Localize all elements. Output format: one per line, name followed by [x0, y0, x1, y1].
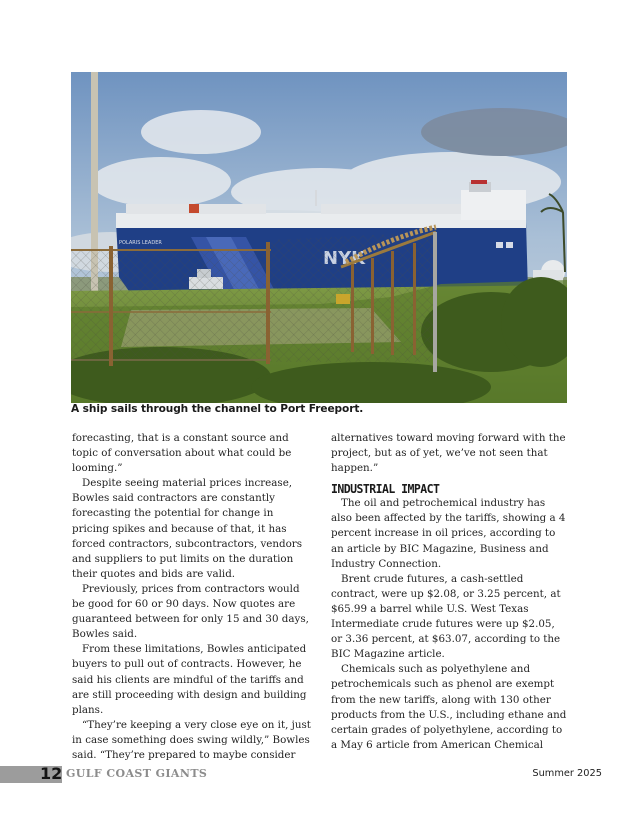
- paragraph: Chemicals such as polyethylene and petrochemicals such as phenol are exempt from the new tariffs, along with 130 other products from the U.S., including ethane and certain grades of polyethylene, according to a May 6 article from American Chemical: [331, 663, 567, 751]
- paragraph: “They’re keeping a very close eye on it, just in case something does swing wildly,” Bowles said. “They’re prepared to maybe consider: [72, 718, 311, 761]
- paragraph: Previously, prices from contractors would be good for 60 or 90 days. Now quotes are guaranteed between for only 15 and 30 days, Bowles said.: [72, 582, 309, 641]
- article-left-column: [72, 431, 312, 763]
- article-right-column: [331, 431, 567, 753]
- section-heading: INDUSTRIAL IMPACT: [331, 481, 440, 497]
- paragraph: forecasting, that is a constant source and topic of conversation about what could be looming.”: [72, 432, 292, 475]
- paragraph: From these limitations, Bowles anticipated buyers to pull out of contracts. However, he said his clients are mindful of the tariffs and are still proceeding with design and building plans.: [72, 643, 307, 716]
- paragraph: alternatives toward moving forward with the project, but as of yet, we’ve not seen that happen.”: [331, 432, 566, 475]
- magazine-title: GULF COAST GIANTS: [66, 767, 208, 780]
- hull-name: POLARIS LEADER: [119, 240, 162, 246]
- paragraph: The oil and petrochemical industry has also been affected by the tariffs, showing a 4 percent increase in oil prices, according to an article by BIC Magazine, Business and Industry Connection.: [331, 497, 566, 570]
- paragraph: Brent crude futures, a cash-settled contract, were up $2.08, or 3.25 percent, at $65.99 a barrel while U.S. West Texas Intermediate crude futures were up $2.05, or 3.36 percent, at $63.07, according to the BIC Magazine article.: [331, 572, 561, 661]
- paragraph: Despite seeing material prices increase, Bowles said contractors are constantly forecasting the potential for change in pricing spikes and because of that, it has forced contractors, subcontractors, vendors and suppliers to put limits on the duration their quotes and bids are valid.: [72, 477, 303, 580]
- page-number: 12: [40, 764, 63, 783]
- issue-date: Summer 2025: [532, 768, 602, 779]
- yellow-equipment: [336, 294, 350, 304]
- ship-photo: [71, 72, 567, 403]
- photo-caption: A ship sails through the channel to Port Freeport.: [71, 403, 364, 415]
